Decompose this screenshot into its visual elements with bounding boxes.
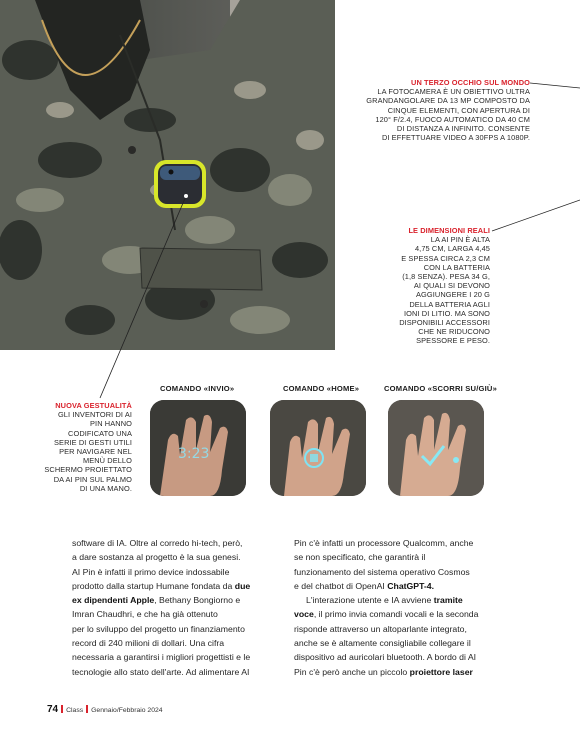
callout-camera-line: DI EFFETTUARE VIDEO A 30FPS A 1080P. xyxy=(381,133,530,143)
article-line: voce, il primo invia comandi vocali e la seconda xyxy=(294,609,479,620)
callout-gestures-title: NUOVA GESTUALITÀ xyxy=(55,401,132,410)
article-column-left xyxy=(72,536,287,679)
article-line: necessaria a garantirsi i migliori progettisti e le xyxy=(72,652,251,663)
callout-dimensions-line: AI QUALI SI DEVONO xyxy=(413,281,490,291)
callout-dimensions-line: AGGIUNGERE I 20 G xyxy=(416,290,490,300)
callout-dimensions-line: SPESSORE E PESO. xyxy=(416,336,490,346)
callout-dimensions-line: CON LA BATTERIA xyxy=(423,262,490,272)
article-line: dispositivo ad auricolari bluetooth. A bordo di AI xyxy=(294,652,477,663)
callout-camera-line: CINQUE ELEMENTI, CON APERTURA DI xyxy=(387,105,530,115)
callout-gestures-line: SERIE DI GESTI UTILI xyxy=(54,437,132,447)
page-number: 74 xyxy=(47,704,59,715)
gesture-photo-home xyxy=(270,400,366,496)
gesture-photo-invio xyxy=(150,400,246,496)
article-line: Pin c'è infatti un processore Qualcomm, anche xyxy=(294,538,474,548)
callout-gestures-line: CODIFICATO UNA xyxy=(68,428,132,438)
callout-camera-line: LA FOTOCAMERA È UN OBIETTIVO ULTRA xyxy=(377,87,530,97)
bold-phrase: proiettore laser xyxy=(409,666,473,677)
article-line: risponde attraverso un altoparlante integrato, xyxy=(294,623,467,634)
bold-phrase: tramite xyxy=(433,595,463,606)
callout-dimensions xyxy=(380,226,490,346)
callout-camera-title: UN TERZO OCCHIO SUL MONDO xyxy=(411,78,530,87)
command-label-home: COMANDO «HOME» xyxy=(283,384,360,393)
callout-dimensions-line: LA AI PIN È ALTA xyxy=(430,235,490,245)
bold-phrase: due xyxy=(234,580,251,591)
article-line: tecnologie allo stato dell'arte. Ad alimentare AI xyxy=(72,666,250,677)
footer-separator xyxy=(61,705,63,713)
callout-gestures-line: DI UNA MANO. xyxy=(79,483,132,493)
callout-camera-line: DI DISTANZA A INFINITO. CONSENTE xyxy=(396,124,530,134)
callout-camera-line: GRANDANGOLARE DA 13 MP COMPOSTO DA xyxy=(366,96,530,106)
article-line: prodotto dalla startup Humane fondata da due xyxy=(72,580,251,591)
bold-phrase: ex dipendenti Apple xyxy=(72,595,155,606)
gesture-photo-scorri xyxy=(388,400,484,496)
callout-dimensions-line: DISPONIBILI ACCESSORI xyxy=(399,318,490,328)
callout-dimensions-line: CHE NE RIDUCONO xyxy=(418,327,490,337)
article-column-right xyxy=(294,536,509,679)
article-line: record di 240 milioni di dollari. Una cifra xyxy=(72,638,225,649)
magazine-name: Class xyxy=(66,707,84,714)
issue-date: Gennaio/Febbraio 2024 xyxy=(91,707,163,714)
callout-gestures-line: PER NAVIGARE NEL xyxy=(59,447,132,457)
article-line: Pin c'è però anche un piccolo proiettore laser xyxy=(294,666,473,677)
callout-gestures-line: DA AI PIN SUL PALMO xyxy=(53,474,132,484)
footer-separator xyxy=(86,705,88,713)
article-line: anche se è altamente consigliabile collegare il xyxy=(294,638,471,649)
article-line: Imran Chaudhri, e che ha già ottenuto xyxy=(72,609,218,620)
callout-camera-line: 120° F/2.4, FUOCO AUTOMATICO DA 40 CM xyxy=(375,114,530,124)
callout-gestures-line: PIN HANNO xyxy=(90,419,132,429)
article-line: AI Pin è infatti il primo device indossabile xyxy=(72,566,230,577)
article-line: funzionamento del sistema operativo Cosmos xyxy=(294,566,470,577)
article-line: a dare sostanza al progetto è la sua genesi. xyxy=(72,552,241,563)
callout-dimensions-line: IONI DI LITIO. MA SONO xyxy=(404,308,490,318)
callout-gestures-line: MENÙ DELLO xyxy=(82,456,132,466)
command-label-scorri: COMANDO «SCORRI SU/GIÙ» xyxy=(384,384,498,393)
callout-dimensions-line: DELLA BATTERIA AGLI xyxy=(409,299,490,309)
article-line: se non specificato, che garantirà il xyxy=(294,552,426,563)
bold-phrase: ChatGPT-4. xyxy=(387,580,435,591)
article-line: per lo sviluppo del progetto un finanziamento xyxy=(72,623,245,634)
callout-dimensions-line: 4,75 CM, LARGA 4,45 xyxy=(414,244,490,254)
article-line: L'interazione utente e IA avviene tramite xyxy=(306,595,463,606)
callout-camera xyxy=(355,78,530,142)
page-footer xyxy=(47,704,163,715)
article-line: ex dipendenti Apple, Bethany Bongiorno e xyxy=(72,595,241,606)
command-label-invio: COMANDO «INVIO» xyxy=(160,384,235,393)
callout-dimensions-title: LE DIMENSIONI REALI xyxy=(408,226,490,235)
callout-gestures-line: SCHERMO PROIETTATO xyxy=(44,465,132,475)
article-line: software di IA. Oltre al corredo hi-tech, però, xyxy=(72,538,243,548)
article-line: e del chatbot di OpenAI ChatGPT-4. xyxy=(294,580,435,591)
callout-dimensions-line: (1,8 SENZA). PESA 34 G, xyxy=(402,272,490,282)
callout-dimensions-line: E SPESSA CIRCA 2,3 CM xyxy=(401,253,490,263)
callout-gestures-line: GLI INVENTORI DI AI xyxy=(57,410,132,420)
projected-glyph-invio: 3:23 xyxy=(178,446,210,462)
callout-gestures xyxy=(40,401,132,493)
